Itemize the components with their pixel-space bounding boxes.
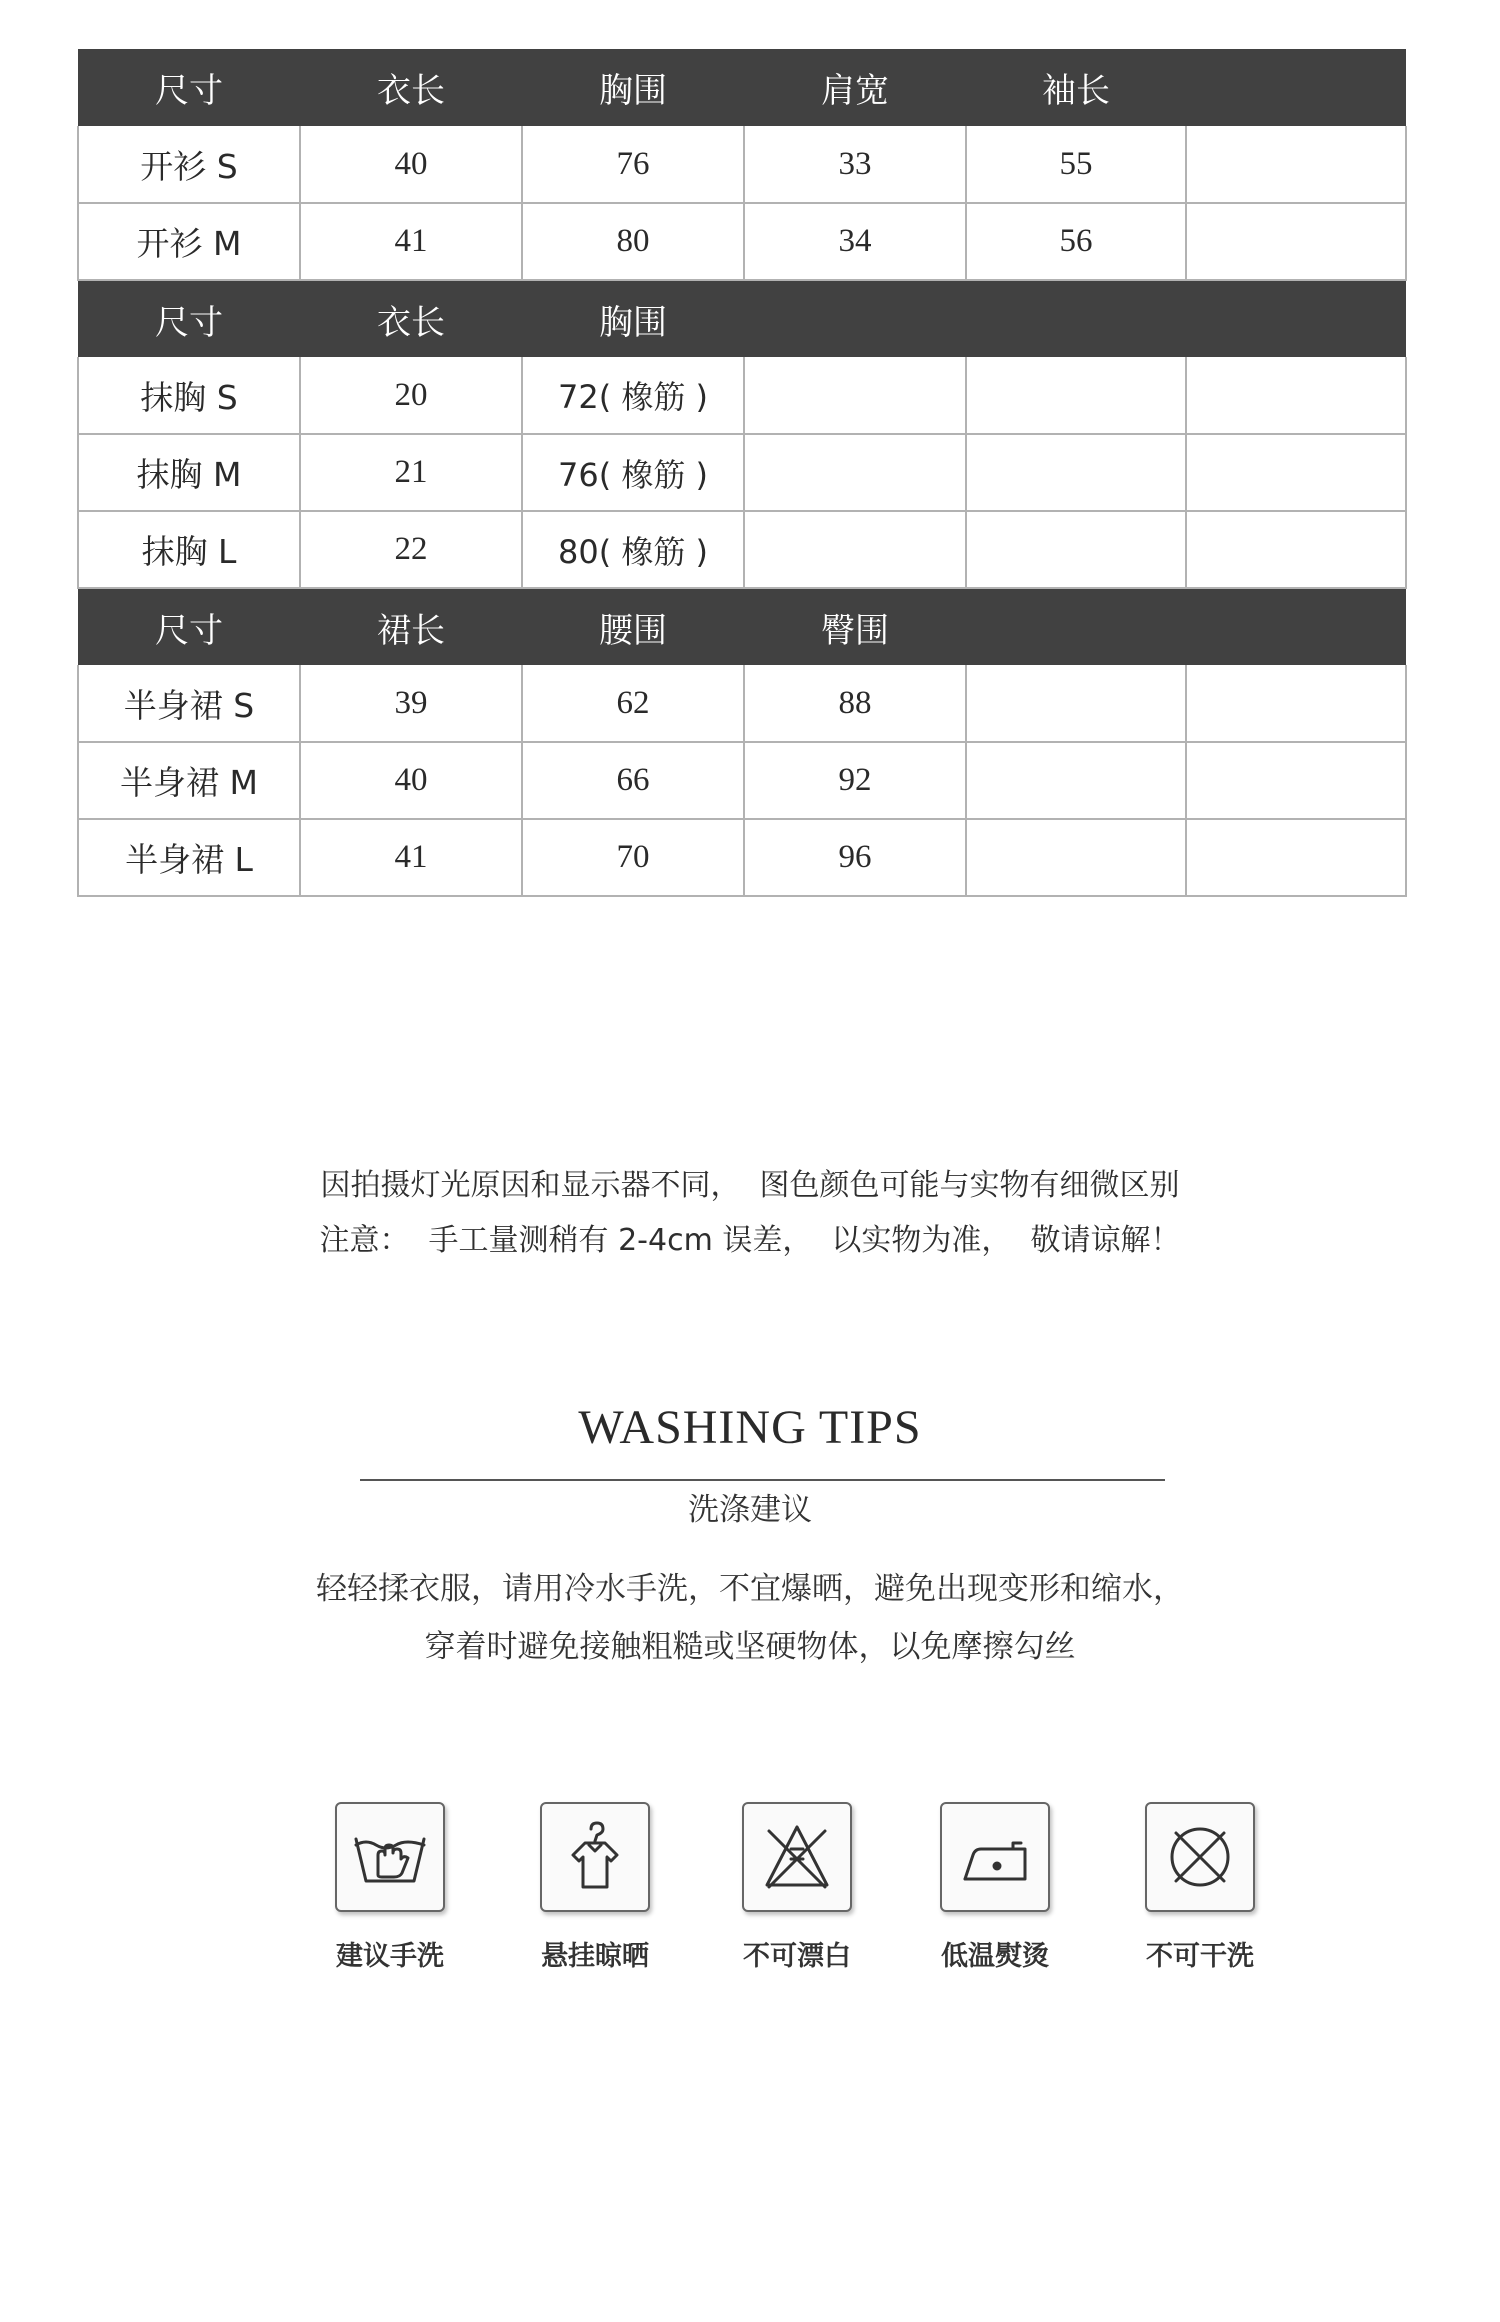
header-size: 尺寸 xyxy=(78,588,300,665)
table-cell: 40 xyxy=(300,126,522,203)
table-cell xyxy=(744,357,966,434)
low-iron-icon xyxy=(940,1802,1050,1912)
care-item-hang-dry xyxy=(505,1802,685,1973)
size-label-cell: 抹胸 S xyxy=(78,357,300,434)
header-measure-4 xyxy=(966,280,1186,357)
header-empty xyxy=(1186,588,1406,665)
header-empty xyxy=(1186,280,1406,357)
washing-tips-title: WASHING TIPS xyxy=(578,1401,922,1454)
table-cell: 34 xyxy=(744,203,966,280)
header-measure-2: 腰围 xyxy=(522,588,744,665)
table-cell: 76 xyxy=(522,126,744,203)
table-cell xyxy=(744,511,966,588)
header-measure-3 xyxy=(744,280,966,357)
header-measure-4: 袖长 xyxy=(966,49,1186,126)
table-cell xyxy=(1186,819,1406,896)
table-cell xyxy=(966,819,1186,896)
size-label-cell: 开衫 M xyxy=(78,203,300,280)
table-cell: 70 xyxy=(522,819,744,896)
table-cell: 56 xyxy=(966,203,1186,280)
table-cell: 66 xyxy=(522,742,744,819)
table-header-row xyxy=(78,49,1406,126)
size-table xyxy=(77,49,1407,897)
care-item-low-iron xyxy=(905,1802,1085,1973)
table-cell: 92 xyxy=(744,742,966,819)
header-measure-2: 胸围 xyxy=(522,280,744,357)
table-row xyxy=(78,203,1406,280)
care-label: 不可干洗 xyxy=(1146,1941,1254,1972)
header-length: 衣长 xyxy=(300,49,522,126)
title-divider xyxy=(360,1479,1165,1481)
washing-instructions xyxy=(0,1560,1500,1676)
table-cell xyxy=(966,742,1186,819)
header-measure-2: 胸围 xyxy=(522,49,744,126)
table-cell: 41 xyxy=(300,203,522,280)
size-label-cell: 半身裙 S xyxy=(78,665,300,742)
table-cell xyxy=(1186,511,1406,588)
table-cell: 33 xyxy=(744,126,966,203)
care-item-no-dry-clean xyxy=(1110,1802,1290,1973)
table-cell xyxy=(1186,357,1406,434)
table-cell xyxy=(1186,434,1406,511)
hand-wash-icon xyxy=(335,1802,445,1912)
size-label-cell: 抹胸 M xyxy=(78,434,300,511)
care-item-no-bleach xyxy=(707,1802,887,1973)
table-cell: 76( 橡筋 ) xyxy=(522,434,744,511)
table-cell: 41 xyxy=(300,819,522,896)
size-label-cell: 开衫 S xyxy=(78,126,300,203)
header-measure-4 xyxy=(966,588,1186,665)
header-size: 尺寸 xyxy=(78,280,300,357)
instruction-line: 轻轻揉衣服，请用冷水手洗，不宜爆晒，避免出现变形和缩水， xyxy=(316,1571,1184,1607)
table-cell: 40 xyxy=(300,742,522,819)
table-cell xyxy=(1186,203,1406,280)
table-cell: 72( 橡筋 ) xyxy=(522,357,744,434)
header-measure-3: 肩宽 xyxy=(744,49,966,126)
care-label: 建议手洗 xyxy=(336,1941,444,1972)
header-length: 裙长 xyxy=(300,588,522,665)
table-row xyxy=(78,511,1406,588)
table-cell: 80( 橡筋 ) xyxy=(522,511,744,588)
care-label: 悬挂晾晒 xyxy=(541,1941,649,1972)
table-cell xyxy=(1186,742,1406,819)
care-label: 低温熨烫 xyxy=(941,1941,1049,1972)
table-cell xyxy=(744,434,966,511)
table-cell xyxy=(1186,665,1406,742)
table-cell xyxy=(1186,126,1406,203)
no-dry-clean-icon xyxy=(1145,1802,1255,1912)
table-cell: 55 xyxy=(966,126,1186,203)
table-row xyxy=(78,742,1406,819)
table-cell: 20 xyxy=(300,357,522,434)
note-line: 因拍摄灯光原因和显示器不同， 图色颜色可能与实物有细微区别 xyxy=(320,1168,1180,1203)
header-length: 衣长 xyxy=(300,280,522,357)
table-row xyxy=(78,357,1406,434)
table-cell: 80 xyxy=(522,203,744,280)
care-item-hand-wash xyxy=(300,1802,480,1973)
header-size: 尺寸 xyxy=(78,49,300,126)
table-row xyxy=(78,434,1406,511)
table-row xyxy=(78,819,1406,896)
note-line: 注意： 手工量测稍有 2-4cm 误差， 以实物为准， 敬请谅解！ xyxy=(319,1223,1181,1258)
size-label-cell: 半身裙 M xyxy=(78,742,300,819)
table-row xyxy=(78,126,1406,203)
table-row xyxy=(78,665,1406,742)
table-cell xyxy=(966,665,1186,742)
size-label-cell: 抹胸 L xyxy=(78,511,300,588)
no-bleach-icon xyxy=(742,1802,852,1912)
size-label-cell: 半身裙 L xyxy=(78,819,300,896)
table-cell xyxy=(966,357,1186,434)
table-header-row xyxy=(78,280,1406,357)
care-icons xyxy=(0,1802,1500,2002)
washing-tips-subtitle: 洗涤建议 xyxy=(688,1492,812,1528)
table-cell: 62 xyxy=(522,665,744,742)
disclaimer-notes xyxy=(0,1158,1500,1268)
care-label: 不可漂白 xyxy=(743,1941,851,1972)
table-cell xyxy=(966,511,1186,588)
table-cell: 39 xyxy=(300,665,522,742)
table-cell: 21 xyxy=(300,434,522,511)
header-empty xyxy=(1186,49,1406,126)
header-measure-3: 臀围 xyxy=(744,588,966,665)
instruction-line: 穿着时避免接触粗糙或坚硬物体，以免摩擦勾丝 xyxy=(424,1629,1076,1665)
table-cell: 96 xyxy=(744,819,966,896)
hang-dry-icon xyxy=(540,1802,650,1912)
table-cell: 22 xyxy=(300,511,522,588)
table-cell xyxy=(966,434,1186,511)
table-cell: 88 xyxy=(744,665,966,742)
table-header-row xyxy=(78,588,1406,665)
